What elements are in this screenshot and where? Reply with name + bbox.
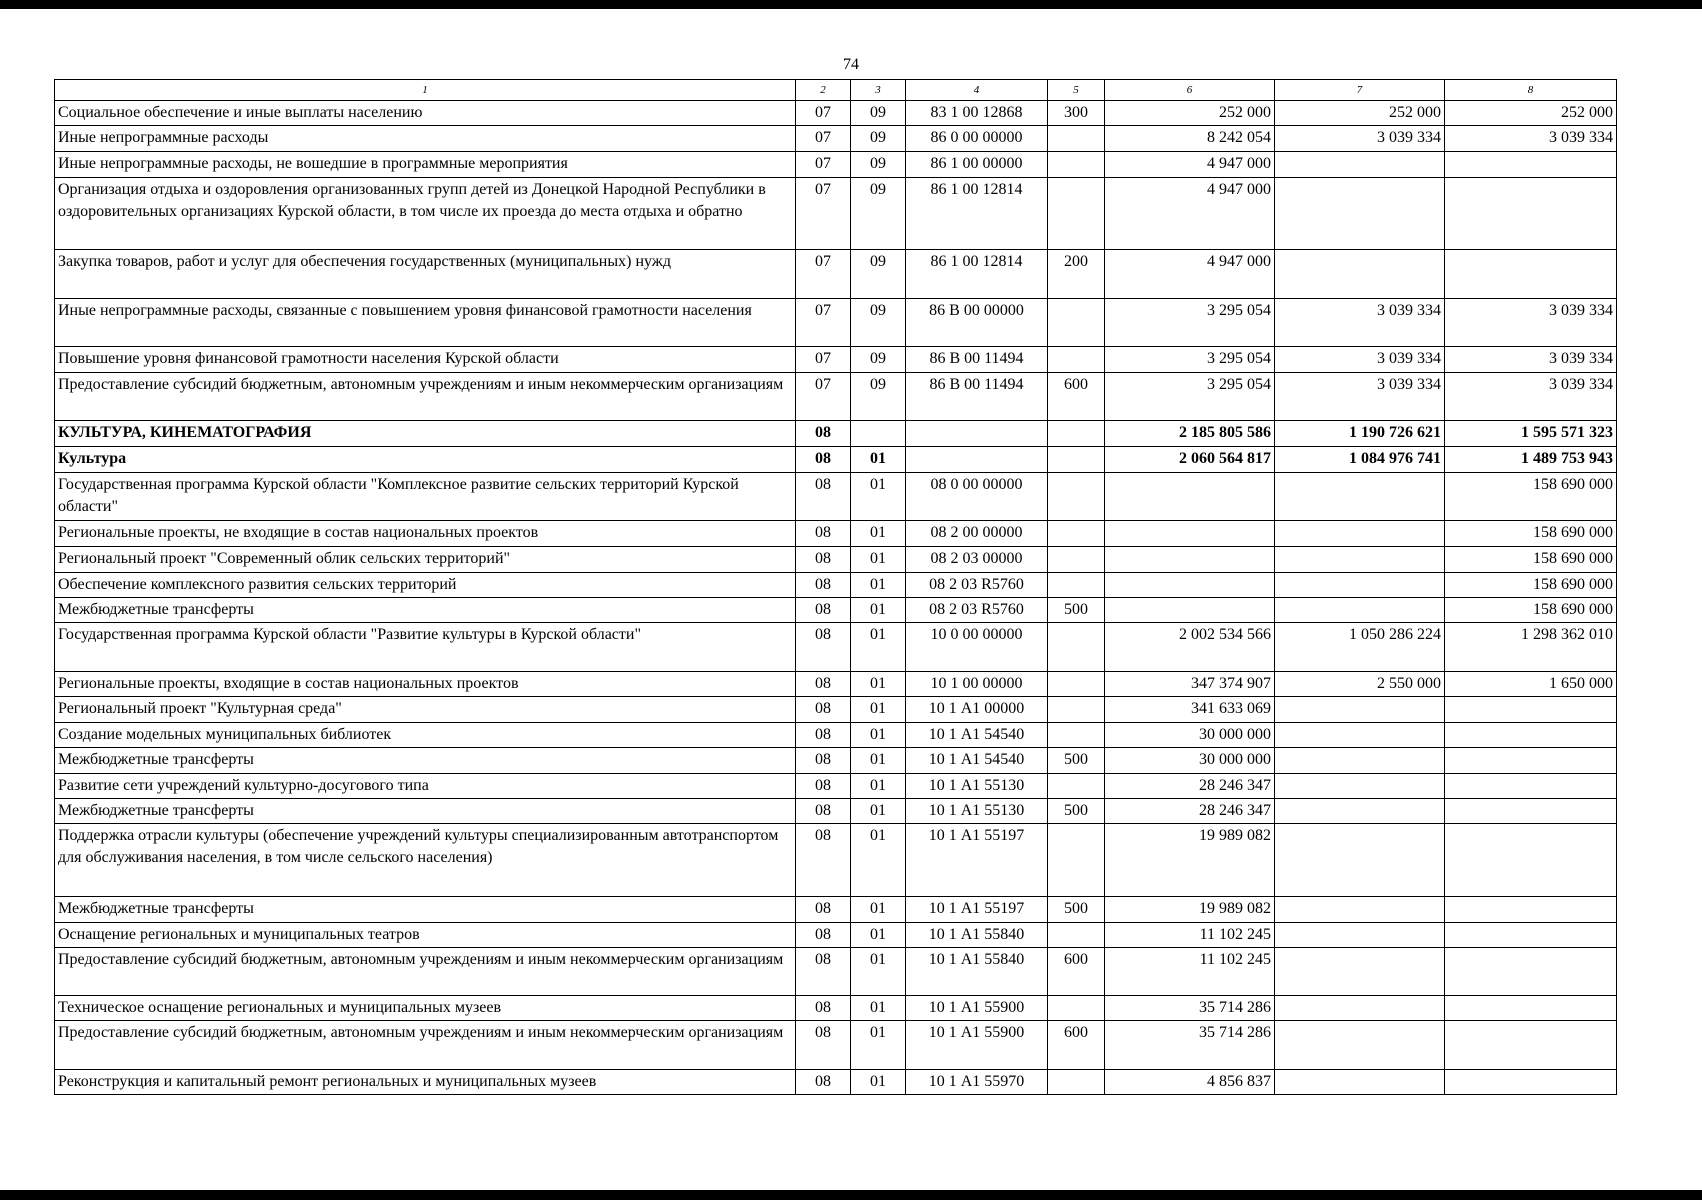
table-row bbox=[55, 547, 1617, 573]
amount-year-3 bbox=[1445, 948, 1617, 996]
item-name: Межбюджетные трансферты bbox=[55, 748, 796, 774]
expense-type-code: 600 bbox=[1048, 1021, 1105, 1070]
section-code: 07 bbox=[796, 347, 851, 373]
subsection-code: 01 bbox=[851, 948, 906, 996]
expense-type-code bbox=[1048, 421, 1105, 447]
amount-year-2 bbox=[1275, 824, 1445, 897]
amount-year-1: 3 295 054 bbox=[1105, 347, 1275, 373]
section-code: 08 bbox=[796, 897, 851, 923]
col-3-number: 3 bbox=[851, 80, 906, 101]
amount-year-2 bbox=[1275, 996, 1445, 1021]
target-article-code: 10 1 А1 55197 bbox=[906, 897, 1048, 923]
amount-year-1: 4 947 000 bbox=[1105, 152, 1275, 178]
amount-year-2 bbox=[1275, 774, 1445, 799]
amount-year-3: 1 650 000 bbox=[1445, 672, 1617, 697]
subsection-code: 01 bbox=[851, 623, 906, 672]
table-row bbox=[55, 126, 1617, 152]
amount-year-2 bbox=[1275, 897, 1445, 923]
amount-year-1: 28 246 347 bbox=[1105, 799, 1275, 824]
target-article-code: 10 1 А1 55900 bbox=[906, 996, 1048, 1021]
section-code: 08 bbox=[796, 521, 851, 547]
table-row bbox=[55, 473, 1617, 521]
col-7-number: 7 bbox=[1275, 80, 1445, 101]
subsection-code: 09 bbox=[851, 347, 906, 373]
item-name: Техническое оснащение региональных и муниципальных музеев bbox=[55, 996, 796, 1021]
subsection-code: 01 bbox=[851, 748, 906, 774]
amount-year-3: 3 039 334 bbox=[1445, 373, 1617, 421]
amount-year-1: 11 102 245 bbox=[1105, 948, 1275, 996]
section-code: 07 bbox=[796, 126, 851, 152]
table-row bbox=[55, 178, 1617, 250]
item-name: Межбюджетные трансферты bbox=[55, 897, 796, 923]
subsection-code: 01 bbox=[851, 996, 906, 1021]
table-row bbox=[55, 1021, 1617, 1070]
subsection-code: 01 bbox=[851, 598, 906, 623]
table-row bbox=[55, 623, 1617, 672]
expense-type-code bbox=[1048, 774, 1105, 799]
amount-year-2 bbox=[1275, 250, 1445, 299]
subsection-code: 01 bbox=[851, 774, 906, 799]
target-article-code: 86 1 00 12814 bbox=[906, 250, 1048, 299]
table-row bbox=[55, 101, 1617, 126]
section-code: 08 bbox=[796, 1021, 851, 1070]
section-code: 08 bbox=[796, 623, 851, 672]
table-row bbox=[55, 923, 1617, 948]
table-row bbox=[55, 996, 1617, 1021]
subsection-code: 09 bbox=[851, 126, 906, 152]
subsection-code: 01 bbox=[851, 521, 906, 547]
subsection-code: 01 bbox=[851, 672, 906, 697]
table-row bbox=[55, 799, 1617, 824]
amount-year-3 bbox=[1445, 774, 1617, 799]
section-code: 08 bbox=[796, 748, 851, 774]
item-name: Региональный проект "Культурная среда" bbox=[55, 697, 796, 723]
target-article-code: 08 2 03 00000 bbox=[906, 547, 1048, 573]
table-row bbox=[55, 1070, 1617, 1095]
item-name: Региональные проекты, входящие в состав национальных проектов bbox=[55, 672, 796, 697]
amount-year-3 bbox=[1445, 250, 1617, 299]
expense-type-code: 500 bbox=[1048, 897, 1105, 923]
amount-year-2 bbox=[1275, 1021, 1445, 1070]
table-row bbox=[55, 824, 1617, 897]
section-code: 08 bbox=[796, 547, 851, 573]
expense-type-code bbox=[1048, 723, 1105, 748]
subsection-code: 09 bbox=[851, 178, 906, 250]
target-article-code: 86 В 00 00000 bbox=[906, 299, 1048, 347]
item-name: Поддержка отрасли культуры (обеспечение учреждений культуры специализированным автотранспортом для обслуживания населения, в том числе сельского населения) bbox=[55, 824, 796, 897]
item-name: Межбюджетные трансферты bbox=[55, 598, 796, 623]
expense-type-code bbox=[1048, 447, 1105, 473]
amount-year-2: 3 039 334 bbox=[1275, 347, 1445, 373]
amount-year-3: 3 039 334 bbox=[1445, 347, 1617, 373]
section-code: 08 bbox=[796, 996, 851, 1021]
amount-year-2 bbox=[1275, 547, 1445, 573]
item-name: Реконструкция и капитальный ремонт региональных и муниципальных музеев bbox=[55, 1070, 796, 1095]
item-name: КУЛЬТУРА, КИНЕМАТОГРАФИЯ bbox=[55, 421, 796, 447]
amount-year-3 bbox=[1445, 923, 1617, 948]
amount-year-1: 252 000 bbox=[1105, 101, 1275, 126]
amount-year-2 bbox=[1275, 697, 1445, 723]
amount-year-3: 158 690 000 bbox=[1445, 473, 1617, 521]
amount-year-2: 3 039 334 bbox=[1275, 373, 1445, 421]
target-article-code bbox=[906, 421, 1048, 447]
amount-year-3: 3 039 334 bbox=[1445, 126, 1617, 152]
amount-year-3 bbox=[1445, 723, 1617, 748]
section-code: 07 bbox=[796, 250, 851, 299]
table-row bbox=[55, 373, 1617, 421]
amount-year-1: 35 714 286 bbox=[1105, 996, 1275, 1021]
amount-year-3 bbox=[1445, 748, 1617, 774]
budget-table bbox=[54, 79, 1617, 1095]
amount-year-3: 158 690 000 bbox=[1445, 598, 1617, 623]
amount-year-1 bbox=[1105, 598, 1275, 623]
expense-type-code bbox=[1048, 473, 1105, 521]
target-article-code: 08 2 03 R5760 bbox=[906, 573, 1048, 598]
col-4-number: 4 bbox=[906, 80, 1048, 101]
section-code: 07 bbox=[796, 178, 851, 250]
item-name: Предоставление субсидий бюджетным, автономным учреждениям и иным некоммерческим организациям bbox=[55, 948, 796, 996]
amount-year-2: 252 000 bbox=[1275, 101, 1445, 126]
col-5-number: 5 bbox=[1048, 80, 1105, 101]
section-code: 08 bbox=[796, 774, 851, 799]
amount-year-3: 1 298 362 010 bbox=[1445, 623, 1617, 672]
target-article-code: 83 1 00 12868 bbox=[906, 101, 1048, 126]
item-name: Региональные проекты, не входящие в состав национальных проектов bbox=[55, 521, 796, 547]
subsection-code: 09 bbox=[851, 373, 906, 421]
subsection-code: 01 bbox=[851, 723, 906, 748]
amount-year-2: 1 084 976 741 bbox=[1275, 447, 1445, 473]
table-row bbox=[55, 421, 1617, 447]
amount-year-2 bbox=[1275, 573, 1445, 598]
expense-type-code bbox=[1048, 697, 1105, 723]
expense-type-code: 600 bbox=[1048, 948, 1105, 996]
target-article-code: 10 1 00 00000 bbox=[906, 672, 1048, 697]
item-name: Иные непрограммные расходы, не вошедшие в программные мероприятия bbox=[55, 152, 796, 178]
subsection-code: 09 bbox=[851, 250, 906, 299]
subsection-code: 01 bbox=[851, 799, 906, 824]
amount-year-1 bbox=[1105, 547, 1275, 573]
section-code: 07 bbox=[796, 101, 851, 126]
amount-year-2 bbox=[1275, 598, 1445, 623]
item-name: Социальное обеспечение и иные выплаты населению bbox=[55, 101, 796, 126]
scan-border-top bbox=[0, 0, 1702, 9]
subsection-code: 01 bbox=[851, 1070, 906, 1095]
target-article-code: 10 1 А1 55130 bbox=[906, 774, 1048, 799]
amount-year-1 bbox=[1105, 521, 1275, 547]
target-article-code: 10 1 А1 55840 bbox=[906, 923, 1048, 948]
section-code: 08 bbox=[796, 573, 851, 598]
expense-type-code bbox=[1048, 996, 1105, 1021]
page-number: 74 bbox=[843, 56, 859, 73]
expense-type-code bbox=[1048, 1070, 1105, 1095]
amount-year-3 bbox=[1445, 697, 1617, 723]
table-row bbox=[55, 521, 1617, 547]
item-name: Предоставление субсидий бюджетным, автономным учреждениям и иным некоммерческим организациям bbox=[55, 373, 796, 421]
amount-year-1: 2 185 805 586 bbox=[1105, 421, 1275, 447]
amount-year-1: 35 714 286 bbox=[1105, 1021, 1275, 1070]
subsection-code bbox=[851, 421, 906, 447]
expense-type-code bbox=[1048, 126, 1105, 152]
item-name: Оснащение региональных и муниципальных театров bbox=[55, 923, 796, 948]
target-article-code: 10 1 А1 00000 bbox=[906, 697, 1048, 723]
amount-year-3: 158 690 000 bbox=[1445, 547, 1617, 573]
amount-year-2 bbox=[1275, 723, 1445, 748]
expense-type-code: 500 bbox=[1048, 598, 1105, 623]
section-code: 08 bbox=[796, 824, 851, 897]
amount-year-2: 1 190 726 621 bbox=[1275, 421, 1445, 447]
table-row bbox=[55, 748, 1617, 774]
table-row bbox=[55, 672, 1617, 697]
amount-year-2 bbox=[1275, 948, 1445, 996]
expense-type-code: 500 bbox=[1048, 748, 1105, 774]
target-article-code: 10 1 А1 55130 bbox=[906, 799, 1048, 824]
amount-year-2 bbox=[1275, 748, 1445, 774]
expense-type-code bbox=[1048, 347, 1105, 373]
expense-type-code: 500 bbox=[1048, 799, 1105, 824]
amount-year-1: 347 374 907 bbox=[1105, 672, 1275, 697]
item-name: Государственная программа Курской области "Комплексное развитие сельских территорий Курской области" bbox=[55, 473, 796, 521]
target-article-code: 10 1 А1 55197 bbox=[906, 824, 1048, 897]
amount-year-1: 11 102 245 bbox=[1105, 923, 1275, 948]
subsection-code: 09 bbox=[851, 152, 906, 178]
table-row bbox=[55, 347, 1617, 373]
table-row bbox=[55, 774, 1617, 799]
subsection-code: 01 bbox=[851, 897, 906, 923]
item-name: Организация отдыха и оздоровления организованных групп детей из Донецкой Народной Республики в оздоровительных организациях Курской области, в том числе их проезда до места отдыха и обратно bbox=[55, 178, 796, 250]
target-article-code: 10 1 А1 54540 bbox=[906, 723, 1048, 748]
table-row bbox=[55, 948, 1617, 996]
table-row bbox=[55, 897, 1617, 923]
amount-year-2: 2 550 000 bbox=[1275, 672, 1445, 697]
col-6-number: 6 bbox=[1105, 80, 1275, 101]
item-name: Создание модельных муниципальных библиотек bbox=[55, 723, 796, 748]
item-name: Иные непрограммные расходы bbox=[55, 126, 796, 152]
target-article-code bbox=[906, 447, 1048, 473]
amount-year-3: 3 039 334 bbox=[1445, 299, 1617, 347]
amount-year-1 bbox=[1105, 473, 1275, 521]
section-code: 07 bbox=[796, 299, 851, 347]
subsection-code: 01 bbox=[851, 547, 906, 573]
amount-year-1: 4 947 000 bbox=[1105, 178, 1275, 250]
amount-year-1 bbox=[1105, 573, 1275, 598]
item-name: Предоставление субсидий бюджетным, автономным учреждениям и иным некоммерческим организациям bbox=[55, 1021, 796, 1070]
expense-type-code bbox=[1048, 923, 1105, 948]
section-code: 08 bbox=[796, 948, 851, 996]
amount-year-2: 3 039 334 bbox=[1275, 299, 1445, 347]
expense-type-code bbox=[1048, 623, 1105, 672]
amount-year-1: 28 246 347 bbox=[1105, 774, 1275, 799]
expense-type-code bbox=[1048, 824, 1105, 897]
section-code: 08 bbox=[796, 1070, 851, 1095]
section-code: 08 bbox=[796, 723, 851, 748]
subsection-code: 01 bbox=[851, 473, 906, 521]
expense-type-code bbox=[1048, 178, 1105, 250]
expense-type-code bbox=[1048, 547, 1105, 573]
section-code: 08 bbox=[796, 598, 851, 623]
target-article-code: 86 В 00 11494 bbox=[906, 373, 1048, 421]
item-name: Обеспечение комплексного развития сельских территорий bbox=[55, 573, 796, 598]
subsection-code: 01 bbox=[851, 697, 906, 723]
expense-type-code bbox=[1048, 521, 1105, 547]
amount-year-3 bbox=[1445, 178, 1617, 250]
amount-year-3: 158 690 000 bbox=[1445, 521, 1617, 547]
amount-year-1: 4 947 000 bbox=[1105, 250, 1275, 299]
amount-year-1: 3 295 054 bbox=[1105, 373, 1275, 421]
target-article-code: 86 В 00 11494 bbox=[906, 347, 1048, 373]
target-article-code: 10 1 А1 55970 bbox=[906, 1070, 1048, 1095]
target-article-code: 10 0 00 00000 bbox=[906, 623, 1048, 672]
expense-type-code bbox=[1048, 299, 1105, 347]
table-row bbox=[55, 250, 1617, 299]
expense-type-code bbox=[1048, 152, 1105, 178]
table-row bbox=[55, 299, 1617, 347]
amount-year-3: 1 489 753 943 bbox=[1445, 447, 1617, 473]
table-row bbox=[55, 723, 1617, 748]
item-name: Региональный проект "Современный облик сельских территорий" bbox=[55, 547, 796, 573]
table-row bbox=[55, 152, 1617, 178]
section-code: 07 bbox=[796, 373, 851, 421]
col-1-number: 1 bbox=[55, 80, 796, 101]
amount-year-1: 30 000 000 bbox=[1105, 748, 1275, 774]
amount-year-1: 8 242 054 bbox=[1105, 126, 1275, 152]
target-article-code: 86 1 00 00000 bbox=[906, 152, 1048, 178]
amount-year-2 bbox=[1275, 1070, 1445, 1095]
amount-year-1: 19 989 082 bbox=[1105, 824, 1275, 897]
item-name: Иные непрограммные расходы, связанные с повышением уровня финансовой грамотности населения bbox=[55, 299, 796, 347]
scan-border-bottom bbox=[0, 1190, 1702, 1200]
section-code: 08 bbox=[796, 672, 851, 697]
amount-year-2 bbox=[1275, 521, 1445, 547]
amount-year-2 bbox=[1275, 923, 1445, 948]
col-8-number: 8 bbox=[1445, 80, 1617, 101]
subsection-code: 01 bbox=[851, 447, 906, 473]
subsection-code: 01 bbox=[851, 923, 906, 948]
amount-year-3: 1 595 571 323 bbox=[1445, 421, 1617, 447]
section-code: 08 bbox=[796, 447, 851, 473]
target-article-code: 08 2 00 00000 bbox=[906, 521, 1048, 547]
amount-year-3: 252 000 bbox=[1445, 101, 1617, 126]
section-code: 07 bbox=[796, 152, 851, 178]
subsection-code: 09 bbox=[851, 299, 906, 347]
table-row bbox=[55, 573, 1617, 598]
amount-year-1: 19 989 082 bbox=[1105, 897, 1275, 923]
col-2-number: 2 bbox=[796, 80, 851, 101]
target-article-code: 10 1 А1 54540 bbox=[906, 748, 1048, 774]
subsection-code: 01 bbox=[851, 573, 906, 598]
amount-year-3: 158 690 000 bbox=[1445, 573, 1617, 598]
amount-year-3 bbox=[1445, 897, 1617, 923]
amount-year-2 bbox=[1275, 178, 1445, 250]
item-name: Культура bbox=[55, 447, 796, 473]
expense-type-code: 200 bbox=[1048, 250, 1105, 299]
subsection-code: 01 bbox=[851, 824, 906, 897]
amount-year-3 bbox=[1445, 996, 1617, 1021]
target-article-code: 10 1 А1 55840 bbox=[906, 948, 1048, 996]
amount-year-1: 2 060 564 817 bbox=[1105, 447, 1275, 473]
subsection-code: 01 bbox=[851, 1021, 906, 1070]
amount-year-1: 4 856 837 bbox=[1105, 1070, 1275, 1095]
table-row bbox=[55, 697, 1617, 723]
item-name: Повышение уровня финансовой грамотности населения Курской области bbox=[55, 347, 796, 373]
target-article-code: 08 0 00 00000 bbox=[906, 473, 1048, 521]
amount-year-2 bbox=[1275, 799, 1445, 824]
section-code: 08 bbox=[796, 421, 851, 447]
amount-year-1: 2 002 534 566 bbox=[1105, 623, 1275, 672]
table-row bbox=[55, 598, 1617, 623]
target-article-code: 86 0 00 00000 bbox=[906, 126, 1048, 152]
section-code: 08 bbox=[796, 923, 851, 948]
amount-year-3 bbox=[1445, 824, 1617, 897]
item-name: Закупка товаров, работ и услуг для обеспечения государственных (муниципальных) нужд bbox=[55, 250, 796, 299]
item-name: Государственная программа Курской области "Развитие культуры в Курской области" bbox=[55, 623, 796, 672]
table-row bbox=[55, 447, 1617, 473]
column-number-header bbox=[55, 80, 1617, 101]
expense-type-code bbox=[1048, 672, 1105, 697]
expense-type-code: 300 bbox=[1048, 101, 1105, 126]
amount-year-3 bbox=[1445, 1070, 1617, 1095]
target-article-code: 86 1 00 12814 bbox=[906, 178, 1048, 250]
amount-year-1: 341 633 069 bbox=[1105, 697, 1275, 723]
section-code: 08 bbox=[796, 473, 851, 521]
amount-year-1: 30 000 000 bbox=[1105, 723, 1275, 748]
subsection-code: 09 bbox=[851, 101, 906, 126]
amount-year-2 bbox=[1275, 473, 1445, 521]
expense-type-code bbox=[1048, 573, 1105, 598]
target-article-code: 10 1 А1 55900 bbox=[906, 1021, 1048, 1070]
item-name: Развитие сети учреждений культурно-досугового типа bbox=[55, 774, 796, 799]
target-article-code: 08 2 03 R5760 bbox=[906, 598, 1048, 623]
amount-year-3 bbox=[1445, 152, 1617, 178]
amount-year-2: 3 039 334 bbox=[1275, 126, 1445, 152]
amount-year-1: 3 295 054 bbox=[1105, 299, 1275, 347]
section-code: 08 bbox=[796, 799, 851, 824]
item-name: Межбюджетные трансферты bbox=[55, 799, 796, 824]
amount-year-2 bbox=[1275, 152, 1445, 178]
amount-year-3 bbox=[1445, 799, 1617, 824]
section-code: 08 bbox=[796, 697, 851, 723]
amount-year-3 bbox=[1445, 1021, 1617, 1070]
amount-year-2: 1 050 286 224 bbox=[1275, 623, 1445, 672]
expense-type-code: 600 bbox=[1048, 373, 1105, 421]
